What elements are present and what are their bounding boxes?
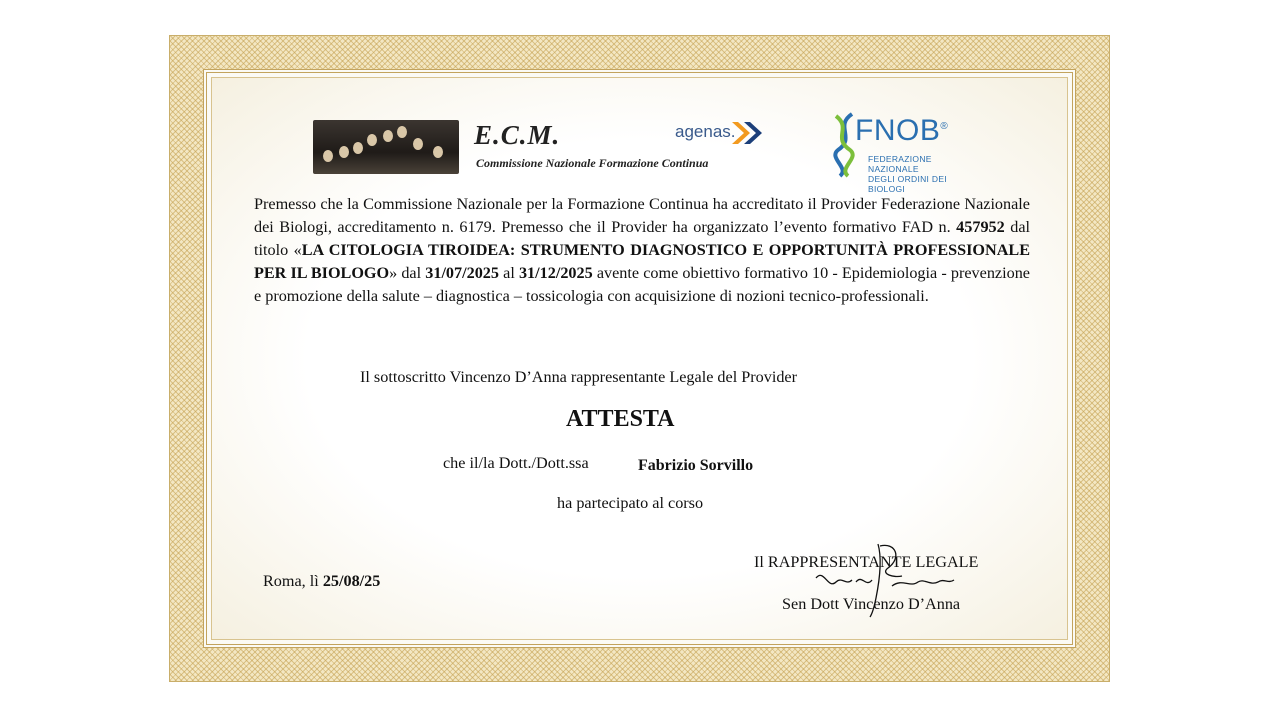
ecm-title: E.C.M. — [474, 120, 561, 150]
certificate — [169, 35, 1110, 682]
attesta-heading: ATTESTA — [566, 406, 675, 432]
date-to: 31/12/2025 — [518, 264, 593, 282]
fnob-subtitle-line2: DEGLI ORDINI DEI BIOLOGI — [868, 174, 947, 194]
paragraph-text: Premesso che la Commissione Nazionale per la Formazione Continua ha accreditato il Provider Federazione Nazionale dei Biologi, accreditamento n. 6179. Premesso che il Provider ha organizzato l’evento formativo FAD n. — [254, 195, 1030, 236]
place-label: Roma, lì — [263, 572, 319, 590]
course-title: LA CITOLOGIA TIROIDEA: STRUMENTO DIAGNOSTICO E OPPORTUNITÀ PROFESSIONALE PER IL BIOLOGO — [254, 241, 1030, 282]
fnob-title: FNOB® — [855, 114, 949, 147]
date-from: 31/07/2025 — [425, 264, 499, 282]
legal-rep-name: Sen Dott Vincenzo D’Anna — [782, 595, 961, 613]
place-date — [263, 572, 380, 591]
fnob-subtitle-line1: FEDERAZIONE NAZIONALE — [868, 154, 932, 174]
handwritten-signature — [806, 538, 966, 618]
declaration-text: Il sottoscritto Vincenzo D’Anna rappresentante Legale del Provider — [360, 368, 797, 386]
agenas-logo-text: agenas. — [675, 122, 736, 141]
paragraph-text: al — [499, 264, 519, 282]
participant-name: Fabrizio Sorvillo — [638, 457, 754, 474]
agenas-logo-icon — [730, 118, 762, 148]
participant-prefix: che il/la Dott./Dott.ssa — [443, 454, 589, 472]
event-number: 457952 — [956, 218, 1005, 236]
participation-text: ha partecipato al corso — [557, 494, 704, 512]
issue-date: 25/08/25 — [322, 572, 381, 590]
paragraph-text: avente come obiettivo formativo 10 - Epidemiologia - prevenzione e promozione della salute – diagnostica – tossicologia con acquisizione di nozioni tecnico-professionali. — [254, 264, 1030, 305]
accreditation-paragraph — [254, 193, 1030, 308]
legal-rep-title: Il RAPPRESENTANTE LEGALE — [754, 553, 979, 571]
fnob-subtitle — [868, 154, 978, 194]
paragraph-text: dal titolo « — [254, 218, 1031, 259]
ecm-subtitle: Commissione Nazionale Formazione Continua — [476, 156, 709, 170]
paragraph-text: » dal — [389, 264, 426, 282]
ecm-painting-logo — [313, 120, 459, 174]
